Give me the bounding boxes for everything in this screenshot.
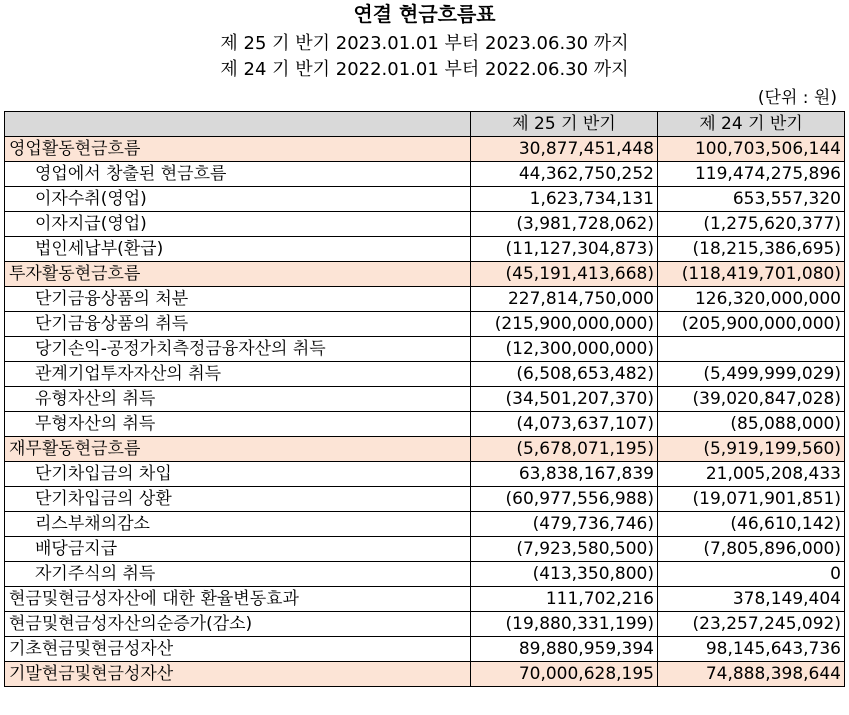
row-current-value: (11,127,304,873)	[471, 237, 658, 262]
row-prior-value: (5,499,999,029)	[658, 362, 845, 387]
row-prior-value: (18,215,386,695)	[658, 237, 845, 262]
table-header-row	[5, 112, 845, 137]
row-prior-value: (205,900,000,000)	[658, 312, 845, 337]
row-label: 당기손익-공정가치측정금융자산의 취득	[5, 337, 471, 362]
current-period: 제 25 기 반기 2023.01.01 부터 2023.06.30 까지	[220, 33, 629, 54]
table-row	[5, 287, 845, 312]
row-label: 단기금융상품의 취득	[5, 312, 471, 337]
row-label: 현금및현금성자산의순증가(감소)	[5, 612, 471, 637]
row-label: 단기금융상품의 처분	[5, 287, 471, 312]
row-label: 법인세납부(환급)	[5, 237, 471, 262]
row-prior-value: (85,088,000)	[658, 412, 845, 437]
row-current-value: 30,877,451,448	[471, 137, 658, 162]
row-label: 영업활동현금흐름	[5, 137, 471, 162]
row-current-value: 70,000,628,195	[471, 662, 658, 687]
row-prior-value: (118,419,701,080)	[658, 262, 845, 287]
row-prior-value: (5,919,199,560)	[658, 437, 845, 462]
row-current-value: (413,350,800)	[471, 562, 658, 587]
cash-flow-table	[4, 111, 845, 687]
row-prior-value: 378,149,404	[658, 587, 845, 612]
row-current-value: (34,501,207,370)	[471, 387, 658, 412]
column-header-current: 제 25 기 반기	[471, 112, 658, 137]
table-row	[5, 662, 845, 687]
row-label: 기말현금및현금성자산	[5, 662, 471, 687]
table-row	[5, 162, 845, 187]
prior-period: 제 24 기 반기 2022.01.01 부터 2022.06.30 까지	[220, 59, 629, 80]
row-label: 투자활동현금흐름	[5, 262, 471, 287]
row-prior-value: 21,005,208,433	[658, 462, 845, 487]
row-current-value: 1,623,734,131	[471, 187, 658, 212]
row-label: 재무활동현금흐름	[5, 437, 471, 462]
row-label: 관계기업투자자산의 취득	[5, 362, 471, 387]
row-current-value: 89,880,959,394	[471, 637, 658, 662]
row-prior-value: 0	[658, 562, 845, 587]
table-row	[5, 387, 845, 412]
column-header-label	[5, 112, 471, 137]
row-current-value: (45,191,413,668)	[471, 262, 658, 287]
table-row	[5, 562, 845, 587]
row-prior-value: 126,320,000,000	[658, 287, 845, 312]
row-prior-value: 100,703,506,144	[658, 137, 845, 162]
row-label: 무형자산의 취득	[5, 412, 471, 437]
row-current-value: (479,736,746)	[471, 512, 658, 537]
row-label: 기초현금및현금성자산	[5, 637, 471, 662]
row-prior-value: 653,557,320	[658, 187, 845, 212]
row-prior-value	[658, 337, 845, 362]
table-row	[5, 137, 845, 162]
table-row	[5, 362, 845, 387]
unit-label: (단위 : 원)	[757, 88, 837, 108]
row-current-value: 44,362,750,252	[471, 162, 658, 187]
table-row	[5, 437, 845, 462]
row-label: 이자수취(영업)	[5, 187, 471, 212]
table-row	[5, 212, 845, 237]
table-row	[5, 312, 845, 337]
row-current-value: (12,300,000,000)	[471, 337, 658, 362]
row-current-value: 63,838,167,839	[471, 462, 658, 487]
table-row	[5, 487, 845, 512]
row-label: 이자지급(영업)	[5, 212, 471, 237]
row-label: 현금및현금성자산에 대한 환율변동효과	[5, 587, 471, 612]
row-current-value: (19,880,331,199)	[471, 612, 658, 637]
row-prior-value: (46,610,142)	[658, 512, 845, 537]
table-row	[5, 637, 845, 662]
row-current-value: (7,923,580,500)	[471, 537, 658, 562]
row-prior-value: (19,071,901,851)	[658, 487, 845, 512]
row-prior-value: 98,145,643,736	[658, 637, 845, 662]
row-current-value: 111,702,216	[471, 587, 658, 612]
row-label: 유형자산의 취득	[5, 387, 471, 412]
table-row	[5, 587, 845, 612]
row-prior-value: 74,888,398,644	[658, 662, 845, 687]
table-row	[5, 262, 845, 287]
row-label: 리스부채의감소	[5, 512, 471, 537]
row-current-value: (215,900,000,000)	[471, 312, 658, 337]
row-label: 단기차입금의 차입	[5, 462, 471, 487]
row-label: 영업에서 창출된 현금흐름	[5, 162, 471, 187]
table-row	[5, 187, 845, 212]
row-current-value: (3,981,728,062)	[471, 212, 658, 237]
row-current-value: (5,678,071,195)	[471, 437, 658, 462]
table-row	[5, 337, 845, 362]
row-prior-value: (23,257,245,092)	[658, 612, 845, 637]
row-current-value: (6,508,653,482)	[471, 362, 658, 387]
row-prior-value: (7,805,896,000)	[658, 537, 845, 562]
table-row	[5, 537, 845, 562]
row-prior-value: (39,020,847,028)	[658, 387, 845, 412]
table-row	[5, 462, 845, 487]
table-row	[5, 512, 845, 537]
table-row	[5, 412, 845, 437]
row-current-value: (4,073,637,107)	[471, 412, 658, 437]
column-header-prior: 제 24 기 반기	[658, 112, 845, 137]
row-prior-value: 119,474,275,896	[658, 162, 845, 187]
table-row	[5, 612, 845, 637]
row-label: 자기주식의 취득	[5, 562, 471, 587]
row-label: 단기차입금의 상환	[5, 487, 471, 512]
table-row	[5, 237, 845, 262]
row-label: 배당금지급	[5, 537, 471, 562]
row-prior-value: (1,275,620,377)	[658, 212, 845, 237]
row-current-value: (60,977,556,988)	[471, 487, 658, 512]
row-current-value: 227,814,750,000	[471, 287, 658, 312]
statement-title: 연결 현금흐름표	[353, 2, 496, 26]
